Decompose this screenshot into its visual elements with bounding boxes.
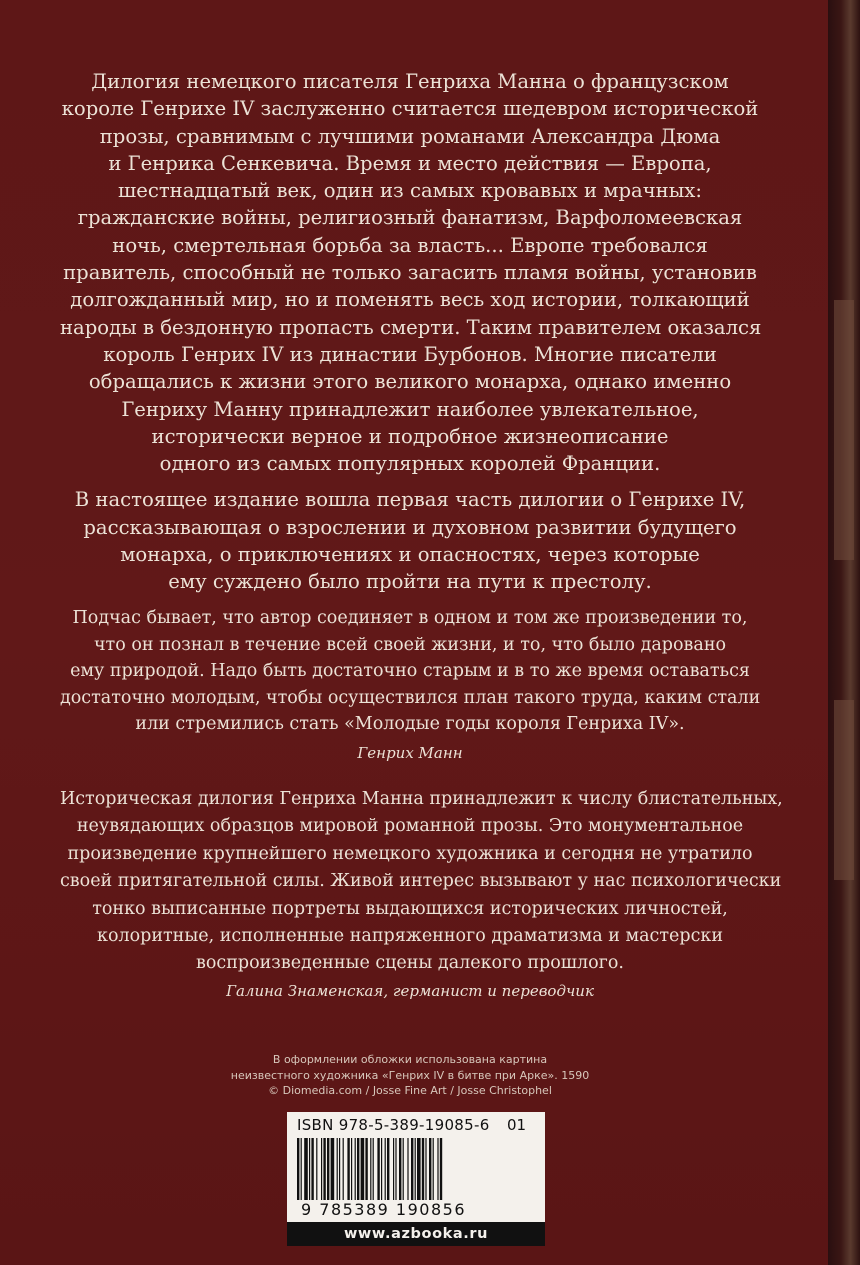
quote-line: ему природой. Надо быть достаточно старым и в то же время оставаться	[70, 661, 750, 681]
edition-note-line: ему суждено было пройти на пути к престолу.	[168, 570, 652, 594]
annotation-line: обращались к жизни этого великого монарха, однако именно	[88, 370, 732, 394]
quote-line: или стремились стать «Молодые годы короля Генриха IV».	[135, 714, 685, 734]
book-spine-edge	[828, 0, 860, 1265]
author-quote	[60, 605, 760, 764]
annotation-line: и Генрика Сенкевича. Время и место действия — Европа,	[108, 151, 712, 175]
review-line: тонко выписанные портреты выдающихся исторических личностей,	[92, 898, 728, 919]
annotation-line: король Генрих IV из династии Бурбонов. Многие писатели	[103, 342, 717, 366]
critic-review	[60, 786, 783, 1002]
review-line: колоритные, исполненные напряженного драматизма и мастерски	[97, 926, 723, 947]
quote-line: Подчас бывает, что автор соединяет в одном и том же произведении то,	[72, 608, 748, 628]
annotation-line: исторически верное и подробное жизнеописание	[151, 424, 669, 448]
review-line: неувядающих образцов мировой романной прозы. Это монументальное	[76, 816, 744, 837]
quote-line: что он познал в течение всей своей жизни, и то, что было даровано	[93, 634, 727, 655]
annotation-line: Генриху Манну принадлежит наиболее увлекательное,	[121, 397, 699, 421]
annotation-line: ночь, смертельная борьба за власть... Европе требовался	[112, 233, 708, 257]
quote-line: достаточно молодым, чтобы осуществился план такого труда, каким стали	[60, 687, 761, 708]
barcode-digits: 9 785389 190856	[301, 1200, 467, 1219]
annotation-line: долгожданный мир, но и поменять весь ход истории, толкающий	[70, 288, 750, 312]
credit-line: В оформлении обложки использована картина	[272, 1053, 548, 1066]
review-line: своей притягательной силы. Живой интерес вызывают у нас психологически	[60, 871, 782, 892]
annotation-line: правитель, способный не только загасить пламя войны, установив	[63, 261, 757, 285]
quote-attribution: Генрих Манн	[357, 743, 463, 762]
review-attribution: Галина Знаменская, германист и переводчик	[226, 981, 594, 1000]
cover-art-credits	[180, 1052, 640, 1099]
annotation-line: народы в бездонную пропасть смерти. Таким правителем оказался	[60, 315, 762, 339]
edition-note-line: монарха, о приключениях и опасностях, через которые	[120, 543, 700, 567]
annotation-line: шестнадцатый век, один из самых кровавых и мрачных:	[118, 179, 702, 203]
annotation-line: гражданские войны, религиозный фанатизм, Варфоломеевская	[77, 206, 743, 230]
review-line: воспроизведенные сцены далекого прошлого.	[196, 953, 624, 974]
credit-line: неизвестного художника «Генрих IV в битве при Арке». 1590	[230, 1068, 590, 1082]
annotation-line: прозы, сравнимым с лучшими романами Александра Дюма	[99, 124, 721, 148]
review-line: Историческая дилогия Генриха Манна принадлежит к числу блистательных,	[60, 789, 783, 809]
review-line: произведение крупнейшего немецкого художника и сегодня не утратило	[67, 843, 753, 864]
annotation-line: Дилогия немецкого писателя Генриха Манна о французском	[91, 70, 729, 93]
annotation-line: одного из самых популярных королей Франции.	[159, 452, 661, 476]
edition-note-line: В настоящее издание вошла первая часть дилогии о Генрихе IV,	[74, 488, 746, 512]
isbn-addon-code: 01	[507, 1116, 527, 1134]
credit-line: © Diomedia.com / Josse Fine Art / Josse Christophel	[268, 1084, 552, 1097]
annotation-line: короле Генрихе IV заслуженно считается шедевром исторической	[61, 97, 759, 121]
edition-note-line: рассказывающая о взрослении и духовном развитии будущего	[83, 515, 737, 539]
publisher-website: www.azbooka.ru	[287, 1222, 545, 1246]
annotation-text	[60, 68, 760, 596]
isbn-barcode	[287, 1112, 545, 1246]
isbn-number: ISBN 978-5-389-19085-6	[297, 1116, 490, 1134]
barcode-bars-icon	[295, 1138, 537, 1200]
